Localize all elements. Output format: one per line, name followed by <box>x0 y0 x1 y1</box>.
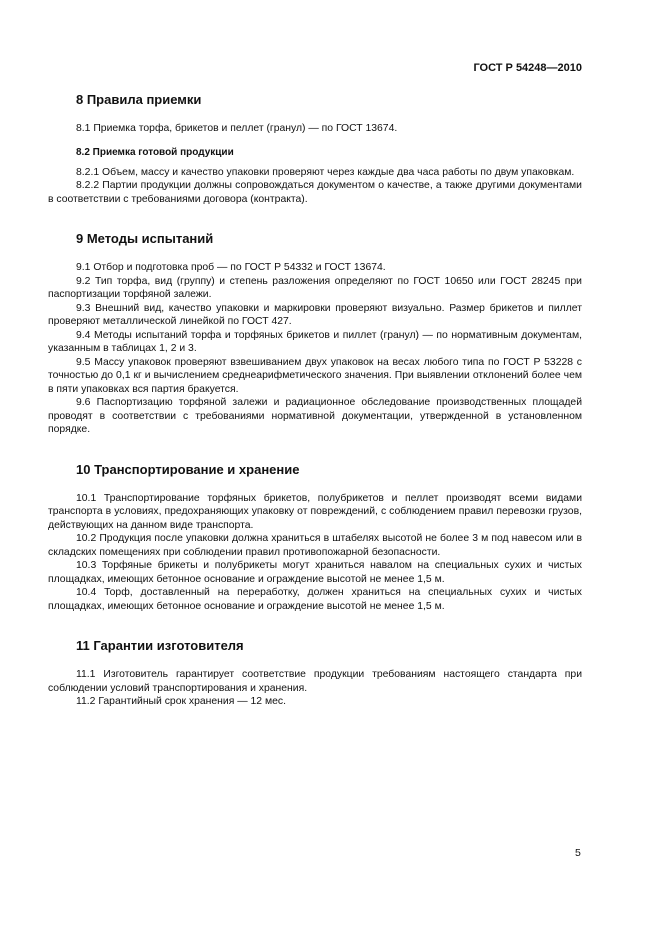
paragraph: 10.3 Торфяные брикеты и полубрикеты могут храниться навалом на специальных сухих и чистых площадках, имеющих бетонное основание и ограждение высотой не менее 1,5 м. <box>48 560 582 585</box>
paragraph: 11.1 Изготовитель гарантирует соответствие продукции требованиям настоящего стандарта при соблюдении условий транспортирования и хранения. <box>48 669 582 694</box>
paragraph: 9.4 Методы испытаний торфа и торфяных брикетов и пиллет (гранул) — по нормативным документам, указанным в таблицах 1, 2 и 3. <box>48 329 582 354</box>
paragraph: 9.5 Массу упаковок проверяют взвешиванием двух упаковок на весах любого типа по ГОСТ Р 53228 с точностью до 0,1 кг и вычислением среднеарифметического значения. При выявлении отклонений более чем в пяти упаковках вся партия бракуется. <box>48 356 582 395</box>
section-heading: 8 Правила приемки <box>76 92 202 107</box>
paragraph: 10.4 Торф, доставленный на переработку, должен храниться на специальных сухих и чистых площадках, имеющих бетонное основание и ограждение высотой не менее 1,5 м. <box>48 587 582 612</box>
paragraph: 9.6 Паспортизацию торфяной залежи и радиационное обследование производственных площадей проводят в соответствии с требованиями нормативной документации, утвержденной в установленном порядке. <box>48 397 582 435</box>
section-transport-storage <box>48 462 582 614</box>
paragraph: 9.3 Внешний вид, качество упаковки и маркировки проверяют визуально. Размер брикетов и пиллет проверяют металлической линейкой по ГОСТ 427. <box>48 302 582 327</box>
paragraph: 10.1 Транспортирование торфяных брикетов, полубрикетов и пеллет производят всеми видами транспорта в условиях, предохраняющих упаковку от повреждений, с соблюдением правил перевозки грузов, действующих на данном виде транспорта. <box>48 492 582 531</box>
page-content <box>48 92 582 734</box>
paragraph: 8.2.2 Партии продукции должны сопровождаться документом о качестве, а также другими документами в соответствии с требованиями договора (контракта). <box>48 180 582 205</box>
section-heading: 11 Гарантии изготовителя <box>76 638 244 653</box>
section-test-methods <box>48 231 582 437</box>
section-heading: 9 Методы испытаний <box>76 231 214 246</box>
paragraph: 10.2 Продукция после упаковки должна храниться в штабелях высотой не более 3 м под навесом или в складских помещениях при соблюдении правил противопожарной безопасности. <box>48 533 582 558</box>
document-code: ГОСТ Р 54248—2010 <box>473 62 582 74</box>
section-acceptance-rules <box>48 92 582 206</box>
section-manufacturer-warranty <box>48 638 582 709</box>
paragraph: 8.2.1 Объем, массу и качество упаковки проверяют через каждые два часа работы по двум упаковкам. <box>76 166 575 178</box>
page-number: 5 <box>575 847 581 859</box>
paragraph: 9.2 Тип торфа, вид (группу) и степень разложения определяют по ГОСТ 10650 или ГОСТ 28245 при паспортизации торфяной залежи. <box>48 275 582 300</box>
subsection-heading: 8.2 Приемка готовой продукции <box>76 146 234 158</box>
paragraph: 9.1 Отбор и подготовка проб — по ГОСТ Р 54332 и ГОСТ 13674. <box>76 262 386 273</box>
section-heading: 10 Транспортирование и хранение <box>76 461 300 477</box>
paragraph: 8.1 Приемка торфа, брикетов и пеллет (гранул) — по ГОСТ 13674. <box>76 123 398 134</box>
paragraph: 11.2 Гарантийный срок хранения — 12 мес. <box>76 696 286 707</box>
